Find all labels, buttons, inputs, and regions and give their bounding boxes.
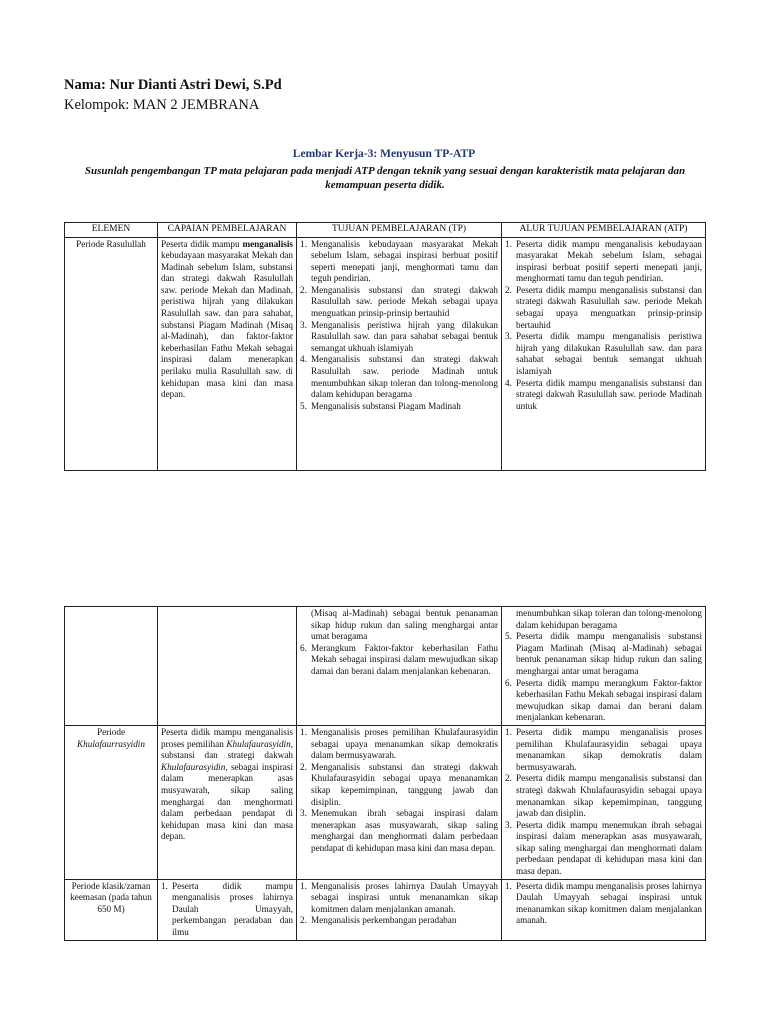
list-item: 2. Peserta didik mampu menganalisis substansi dan strategi dakwah Khulafaurasyidin sebagai upaya menanamkan sikap kepemimpinan, tanggung jawab dan disiplin. <box>505 773 702 819</box>
list-item: 2. Menganalisis perkembangan peradaban <box>300 915 457 926</box>
atp-cell <box>502 607 706 726</box>
document-header <box>64 76 282 114</box>
list-item: 4. Peserta didik mampu menganalisis substansi dan strategi dakwah Rasulullah saw. periode Madinah untuk <box>505 377 702 411</box>
cp-text-italic: Khulafaurasyidin, <box>226 738 293 749</box>
cp-text-bold: menganalisis <box>242 238 293 249</box>
table-row <box>65 607 706 726</box>
cp-text-pre: Peserta didik mampu <box>161 238 240 249</box>
atp-list <box>505 239 702 413</box>
tp-cell <box>297 725 502 879</box>
table-row <box>65 879 706 940</box>
list-item: 5. Menganalisis substansi Piagam Madinah <box>300 400 461 411</box>
list-item: 1. Peserta didik mampu menganalisis proses lahirnya Daulah Umayyah, perkembangan peradaban dan ilmu <box>161 880 293 938</box>
tp-list <box>300 608 498 678</box>
list-item: 2. Menganalisis substansi dan strategi dakwah Rasulullah saw. periode Mekah sebagai upaya menguatkan prinsip-prinsip bertauhid <box>300 284 498 319</box>
atp-cell <box>502 879 706 940</box>
atp-list <box>505 881 702 927</box>
atp-table-part-2 <box>64 606 706 941</box>
table-header-row <box>65 223 706 238</box>
element-text: Periode <box>96 726 126 737</box>
cp-text: substansi dan strategi dakwah <box>161 750 293 761</box>
tp-list <box>300 727 498 855</box>
list-item: 2. Peserta didik mampu menganalisis substansi dan strategi dakwah Rasulullah saw. periode Mekah sebagai upaya menguatkan prinsip-prinsip bertauhid <box>505 284 702 330</box>
list-item: 3. Peserta didik mampu menganalisis peristiwa hijrah yang dilakukan Rasulullah saw. dan para sahabat sebagai bentuk semangat ukhuah islamiyah <box>505 331 702 377</box>
list-item: 3. Menemukan ibrah sebagai inspirasi dalam menerapkan asas musyawarah, sikap saling menghargai dan menghormati dalam perbedaan pendapat di kehidupan masa kini dan masa depan. <box>300 808 498 853</box>
atp-cell <box>502 725 706 879</box>
element-cell <box>65 237 158 470</box>
tp-cell <box>297 607 502 726</box>
list-item: 1. Peserta didik mampu menganalisis proses pemilihan Khulafaurasyidin sebagai upaya menanamkan sikap demokratis dalam bermusyawarah. <box>505 726 702 772</box>
table-row <box>65 237 706 470</box>
atp-cell <box>502 237 706 470</box>
atp-list <box>505 608 702 724</box>
element-text: Periode Rasulullah <box>76 238 146 249</box>
tp-list <box>300 239 498 413</box>
list-item: 5. Peserta didik mampu menganalisis substansi Piagam Madinah (Misaq al-Madinah) sebagai bentuk penanaman sikap hidup rukun dan saling menghargai antar umat beragama <box>505 631 702 676</box>
cp-cell <box>158 879 297 940</box>
worksheet-instruction: Susunlah pengembangan TP mata pelajaran pada menjadi ATP dengan teknik yang sesuai dengan karakteristik mata pelajaran dan kemampuan peserta didik. <box>84 165 686 191</box>
list-item: (Misaq al-Madinah) sebagai bentuk penanaman sikap hidup rukun dan saling menghargai antar umat beragama <box>311 608 498 642</box>
list-item: 1. Menganalisis proses lahirnya Daulah Umayyah sebagai inspirasi untuk menanamkan sikap komitmen dalam menjalankan amanah. <box>300 880 498 914</box>
list-item: menumbuhkan sikap toleran dan tolong-menolong dalam kehidupan beragama <box>516 608 702 630</box>
list-item: 1. Menganalisis proses pemilihan Khulafaurasyidin sebagai upaya menanamkan sikap demokratis dalam bermusyawarah. <box>300 726 498 761</box>
header-elemen: ELEMEN <box>65 223 158 238</box>
worksheet-title: Lembar Kerja-3: Menyusun TP-ATP <box>292 148 476 160</box>
group-name: Kelompok: MAN 2 JEMBRANA <box>64 97 260 113</box>
list-item: 1. Peserta didik mampu menganalisis proses lahirnya Daulah Umayyah sebagai inspirasi untuk menanamkan sikap komitmen dalam menjalankan amanah. <box>505 880 703 926</box>
cp-cell <box>158 607 297 726</box>
element-cell <box>65 879 158 940</box>
list-item: 6. Peserta didik mampu merangkum Faktor-faktor keberhasilan Fathu Mekah sebagai inspirasi dalam mewujudkan sikap damai dan berani dalam menjalankan kebenaran. <box>505 677 702 723</box>
header-atp: ALUR TUJUAN PEMBELAJARAN (ATP) <box>502 223 706 238</box>
header-capaian: CAPAIAN PEMBELAJARAN <box>158 223 297 238</box>
header-tp: TUJUAN PEMBELAJARAN (TP) <box>297 223 502 238</box>
list-item: 1. Peserta didik mampu menganalisis kebudayaan masyarakat Mekah sebelum Islam, sebagai inspirasi berbuat positif seperti menepati janji, menghormati tamu dan teguh pendirian. <box>505 238 702 284</box>
list-item: 3. Peserta didik mampu menemukan ibrah sebagai inspirasi dalam menerapkan asas musyawarah, sikap saling menghargai dan menghormati dalam perbedaan pendapat di kehidupan masa kini dan masa depan. <box>505 819 702 877</box>
tp-list <box>300 881 498 927</box>
tp-cell <box>297 879 502 940</box>
cp-list <box>161 881 293 939</box>
cp-text: sebagai inspirasi dalam menerapkan asas musyawarah, sikap saling menghargai dan menghormati dalam perbedaan pendapat di kehidupan masa kini dan masa depan. <box>161 761 293 842</box>
list-item: 2. Menganalisis substansi dan strategi dakwah Khulafaurasyidin sebagai upaya menanamkan sikap kepemimpinan, tanggung jawab dan disiplin. <box>300 761 498 807</box>
list-item: 1. Menganalisis kebudayaan masyarakat Mekah sebelum Islam, sebagai inspirasi berbuat positif seperti menepati janji, menghormati tamu dan teguh pendirian. <box>300 238 498 284</box>
cp-cell <box>158 237 297 470</box>
cp-cell <box>158 725 297 879</box>
cp-text-post: kebudayaan masyarakat Mekah dan Madinah sebelum Islam, substansi dan strategi dakwah Rasulullah saw. periode Mekah dan Madinah, peristiwa hijrah yang dilakukan Rasulullah saw. dan para sahabat, substansi Piagam Madinah (Misaq al-Madinah), dan faktor-faktor keberhasilan Fathu Mekah sebagai inspirasi dalam menerapkan perilaku mulia Rasulullah saw. di kehidupan masa kini dan masa depan. <box>161 250 293 400</box>
element-text-italic: Khulafaurrasyidin <box>77 738 145 749</box>
tp-cell <box>297 237 502 470</box>
element-cell <box>65 725 158 879</box>
table-row <box>65 725 706 879</box>
cp-text: Peserta didik mampu menganalisis proses pemilihan <box>161 726 293 749</box>
list-item: 6. Merangkum Faktor-faktor keberhasilan Fathu Mekah sebagai inspirasi dalam mewujudkan sikap damai dan berani dalam menjalankan kebenaran. <box>300 642 498 676</box>
atp-table-part-1 <box>64 222 706 471</box>
cp-text-italic: Khulafaurasyidin, <box>161 761 228 772</box>
element-cell <box>65 607 158 726</box>
list-item: 3. Menganalisis peristiwa hijrah yang dilakukan Rasulullah saw. dan para sahabat sebagai bentuk semangat ukhuah islamiyah <box>300 319 498 353</box>
element-text: Periode klasik/zaman keemasan (pada tahun 650 M) <box>70 880 152 914</box>
list-item: 4. Menganalisis substansi dan strategi dakwah Rasulullah saw. periode Madinah untuk menumbuhkan sikap toleran dan tolong-menolong dalam kehidupan beragama <box>300 354 498 400</box>
author-name: Nama: Nur Dianti Astri Dewi, S.Pd <box>64 77 282 93</box>
atp-list <box>505 727 702 878</box>
